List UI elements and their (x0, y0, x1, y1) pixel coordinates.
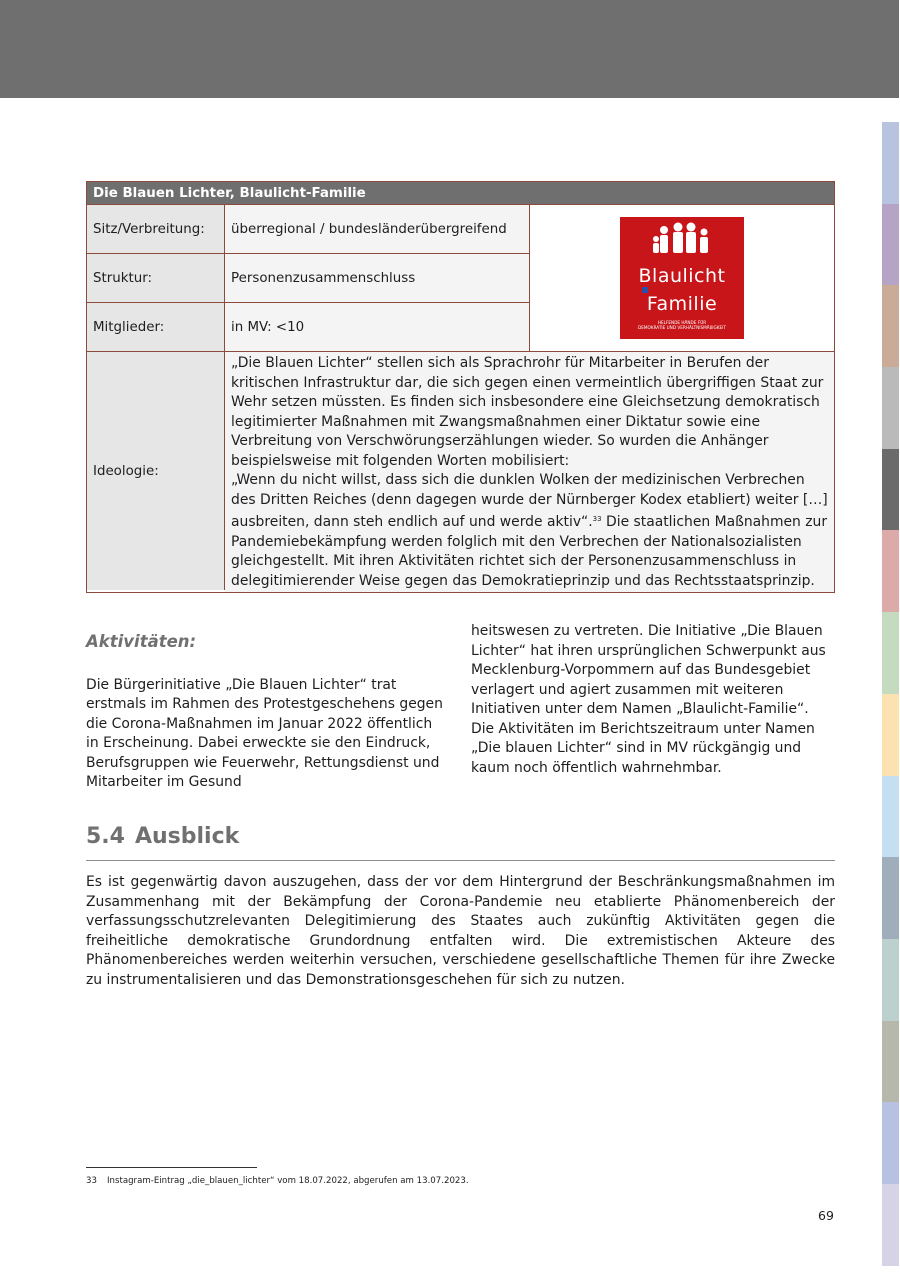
logo-subtitle-line-2: DEMOKRATIE UND VERHÄLTNISMÄßIGKEIT (638, 325, 726, 330)
footnote-divider (86, 1167, 257, 1168)
chapter-tab-14 (882, 1184, 899, 1266)
row-value: Personenzusammenschluss (225, 254, 529, 302)
row-label: Mitglieder: (87, 303, 225, 351)
chapter-tab-7 (882, 612, 899, 694)
chapter-tab-10 (882, 857, 899, 939)
activities-right-column (471, 622, 835, 778)
chapter-tab-8 (882, 694, 899, 776)
chapter-tab-1 (882, 122, 899, 204)
table-row-struktur (87, 254, 529, 303)
row-label: Ideologie: (87, 352, 225, 590)
ideology-text (225, 352, 834, 592)
outlook-paragraph: Es ist gegenwärtig davon auszugehen, dass der vor dem Hintergrund der Beschränkungsmaßnahmen im Zusammenhang mit der Bekämpfung der Corona-Pandemie neu etablierte Phänomenbereich der verfassungsschutzrelevanten Delegitimierung des Staates auch zukünftig Aktivitäten gegen die freiheitliche demokratische Grundordnung entfalten wird. Die extremistischen Akteure des Phänomenbereiches werden weiterhin versuchen, verschiedene gesellschaftliche Themen für ihre Zwecke zu instrumentalisieren und das Demonstrationsgeschehen für sich zu nutzen. (86, 874, 835, 988)
footnote (86, 1176, 469, 1186)
row-value: in MV: <10 (225, 303, 529, 351)
ideology-quote: „Wenn du nicht willst, dass sich die dunklen Wolken der medizinischen Verbrechen des Dritten Reiches (denn dagegen wurde der Nürnberger Kodex etabliert) weiter […] ausbreiten, dann steh endlich auf und werde aktiv“. (231, 472, 828, 531)
ideology-conclusion: Die staatlichen Maßnahmen zur Pandemiebekämpfung werden folglich mit den Verbrechen der Nationalsozialisten gleichgestellt. Mit ihren Aktivitäten richtet sich der Personenzusammenschluss in delegitimierender Weise gegen das Demokratieprinzip und das Rechtsstaatsprinzip. (231, 514, 828, 590)
section-title: Ausblick (134, 824, 240, 849)
section-number: 5.4 (86, 824, 125, 849)
chapter-tab-3 (882, 285, 899, 367)
footnote-text: Instagram-Eintrag „die_blauen_lichter“ vom 18.07.2022, abgerufen am 13.07.2023. (107, 1176, 469, 1186)
table-row-mitglieder (87, 303, 529, 351)
footnote-number: 33 (86, 1176, 97, 1186)
ideology-paragraph-2 (231, 471, 828, 591)
footnote-reference: 33 (592, 515, 602, 524)
activities-text-right: heitswesen zu vertreten. Die Initiative „Die Blauen Lichter“ hat ihren ursprünglichen Schwerpunkt aus Mecklenburg-Vorpommern auf das Bundesgebiet verlagert und agiert zusammen mit weiteren Initiativen unter dem Namen „Blaulicht-Familie“. Die Aktivitäten im Berichtszeitraum unter Namen „Die blauen Lichter“ sind in MV rückgängig und kaum noch öffentlich wahrnehmbar. (471, 623, 826, 776)
row-value: überregional / bundesländerübergreifend (225, 205, 529, 253)
organization-info-table (86, 181, 835, 593)
chapter-tab-6 (882, 530, 899, 612)
logo-cell (530, 205, 834, 351)
logo-word-1: Blaulicht (638, 265, 726, 287)
chapter-tab-strip (882, 122, 899, 1266)
row-label: Struktur: (87, 254, 225, 302)
page-number: 69 (818, 1208, 834, 1223)
logo-word-2: Familie (646, 293, 718, 315)
activities-heading: Aktivitäten: (86, 632, 197, 651)
activities-left-column (86, 632, 448, 793)
chapter-tab-13 (882, 1102, 899, 1184)
chapter-tab-11 (882, 939, 899, 1021)
blaulicht-familie-logo (620, 217, 744, 339)
logo-subtitle-line-1: HELFENDE HÄNDE FÜR (657, 320, 707, 325)
chapter-tab-2 (882, 204, 899, 286)
chapter-tab-12 (882, 1021, 899, 1103)
chapter-tab-5 (882, 449, 899, 531)
activities-text-left: Die Bürgerinitiative „Die Blauen Lichter“ trat erstmals im Rahmen des Protestgeschehens gegen die Corona-Maßnahmen im Januar 2022 öffentlich in Erscheinung. Dabei erweckte sie den Eindruck, Berufsgruppen wie Feuerwehr, Rettungsdienst und Mitarbeiter im Gesund (86, 676, 443, 791)
chapter-tab-4 (882, 367, 899, 449)
chapter-tab-9 (882, 776, 899, 858)
table-row-ideologie (87, 352, 834, 592)
logo-subtitle (620, 320, 744, 330)
section-heading (86, 824, 835, 861)
row-label: Sitz/Verbreitung: (87, 205, 225, 253)
table-title: Die Blauen Lichter, Blaulicht-Familie (87, 182, 834, 205)
table-row-sitz (87, 205, 529, 254)
ideology-paragraph-1: „Die Blauen Lichter“ stellen sich als Sprachrohr für Mitarbeiter in Berufen der kritischen Infrastruktur dar, die sich gegen einen vermeintlich übergriffigen Staat zur Wehr setzen müssten. Es finden sich insbesondere eine Gleichsetzung demokratisch legitimierter Maßnahmen mit Zwangsmaßnahmen einer Diktatur sowie eine Verbreitung von Verschwörungserzählungen wieder. So wurden die Anhänger beispielsweise mit folgenden Worten mobilisiert: (231, 355, 824, 469)
header-bar (0, 0, 899, 98)
